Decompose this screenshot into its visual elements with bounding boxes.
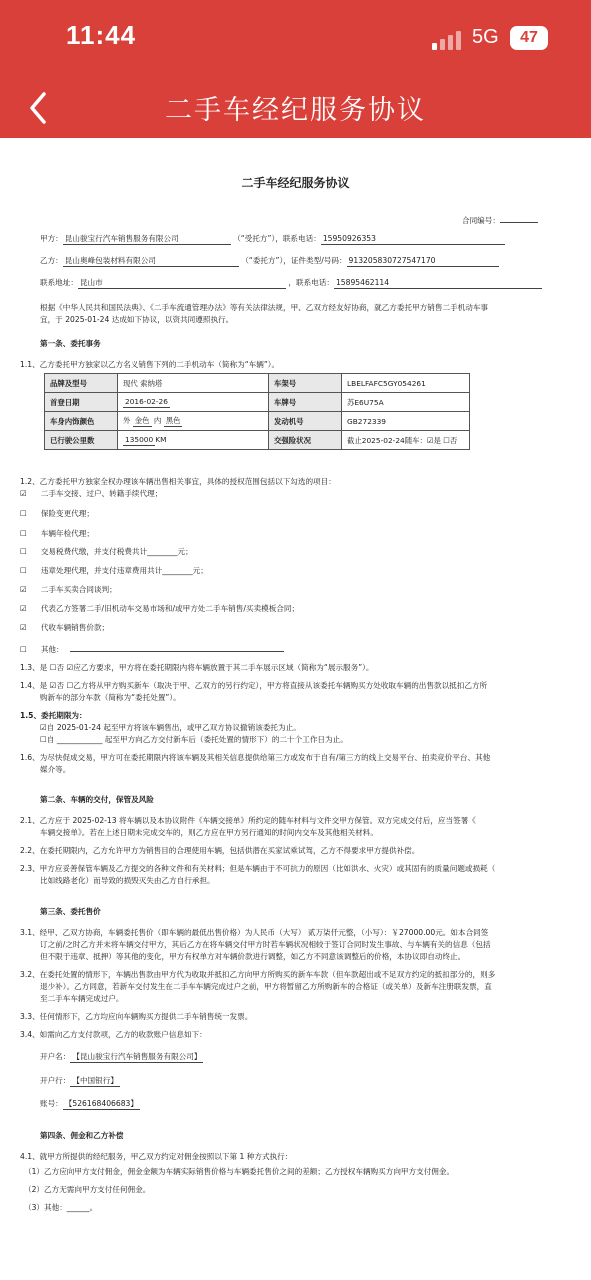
party-b-name: 昆山奥峰包装材料有限公司 [63,255,239,267]
checklist-item [20,641,284,655]
vehicle-insurance: 截止2025-02-24随车：☑是 ☐否 [342,431,470,450]
vehicle-plate: 苏E6U75A [342,393,470,412]
table-cell-label: 车牌号 [269,393,342,412]
checklist-item-label: 代收车辆销售价款； [40,623,110,632]
vehicle-info-table [44,373,470,450]
clause-text: 退少补）。乙方同意，若新车交付发生在二手车车辆完成过户之前，甲方将暂留乙方所购新车的合格证（或关单）及新车注册联发票，直 [40,982,492,991]
party-b-phone: 15895462114 [334,277,542,289]
bank-line: 开户行： 【中国银行】 [40,1076,118,1085]
vehicle-mileage: 135000 KM [118,431,269,450]
clause-text: 4.1、就甲方所提供的经纪服务，甲乙双方约定对佣金按照以下第 1 种方式执行： [20,1152,293,1161]
checked-box-icon: ☑ [20,489,27,498]
clause-text: 3.3、任何情形下，乙方均应向车辆购买方提供二手车销售统一发票。 [20,1012,253,1021]
party-a-line: 甲方： 昆山骏宝行汽车销售服务有限公司 （“受托方”），联系电话： 15950926353 [40,233,505,245]
nav-bar [0,78,591,138]
checked-box-icon: ☑ [20,623,27,632]
network-type: 5G [472,26,499,48]
party-a-name: 昆山骏宝行汽车销售服务有限公司 [63,233,231,245]
table-cell-label: 已行驶公里数 [45,431,118,450]
clause-text: ☑自 2025-01-24 起至甲方将该车辆售出，或甲乙双方协议撤销该委托为止。 [40,723,301,732]
clause-text: 1.1、乙方委托甲方独家以乙方名义销售下列的二手机动车（简称为“车辆”）。 [20,360,280,369]
section-heading: 第二条、车辆的交付，保管及风险 [40,795,154,804]
checklist-item [20,622,109,633]
checklist-item [20,584,117,595]
checklist-item [20,603,299,614]
clause-text: 购新车的部分车款（简称为“委托处置”）。 [40,693,181,702]
address-value: 昆山市 [78,277,286,289]
clause-text: （2）乙方无需向甲方支付任何佣金。 [24,1185,151,1194]
party-a-phone: 15950926353 [321,233,505,245]
other-field [70,641,284,652]
unchecked-box-icon: ☐ [20,566,27,575]
clause-text: 车辆交接单》。若在上述日期未完成交车的，则乙方应在甲方另行通知的时间内交车及其他相关材料。 [40,828,378,837]
section-heading: 第一条、委托事务 [40,339,101,348]
unchecked-box-icon: ☐ [20,645,27,654]
checklist-item [20,546,193,557]
status-bar [0,0,591,78]
table-cell-label: 首登日期 [45,393,118,412]
clause-text: 比如线路老化）而导致的损毁灭失由乙方自行承担。 [40,876,215,885]
clause-text: 3.2、在委托处置的情形下，车辆出售款由甲方代为收取并抵扣乙方向甲方所购买的新车车款（但车款超出或不足双方约定的抵扣部分的，则多 [20,970,496,979]
party-b-id: 913205830727547170 [347,255,499,267]
vehicle-vin: LBELFAFC5GY054261 [342,374,470,393]
checklist-item [20,528,94,539]
signal-icon [432,30,466,50]
document-title: 二手车经纪服务协议 [241,176,350,190]
status-time: 11:44 [66,20,137,50]
table-cell-label: 发动机号 [269,412,342,431]
unchecked-box-icon: ☐ [20,529,27,538]
vehicle-engine: GB272339 [342,412,470,431]
checklist-item-label: 违章处理代理，并支付违章费用共计________元； [40,566,208,575]
page-title: 二手车经纪服务协议 [165,95,426,126]
checklist-item-label: 保险变更代理； [40,509,94,518]
payee-line: 开户名： 【昆山骏宝行汽车销售服务有限公司】 [40,1052,202,1061]
checklist-item-label: 车辆年检代理； [40,529,94,538]
clause-text: 1.3、是 ☐否 ☑应乙方要求，甲方将在委托期限内将车辆放置于其二手车展示区域（简称为“展示服务”）。 [20,663,374,672]
clause-text: 1.4、是 ☑否 ☐乙方将从甲方购买新车（取决于甲、乙双方的另行约定），甲方将直接从该委托车辆购买方处收取车辆的出售款以抵扣乙方所 [20,681,488,690]
section-heading: 第三条、委托售价 [40,907,101,916]
account-line: 账号： 【526168406683】 [40,1099,138,1108]
table-cell-label: 车架号 [269,374,342,393]
clause-text: （1）乙方应向甲方支付佣金，佣金金额为车辆实际销售价格与车辆委托售价之间的差额；乙方授权车辆购买方向甲方支付佣金。 [24,1167,455,1176]
clause-text: （3）其他：______。 [24,1203,98,1212]
intro-text: 宜，于 2025-01-24 达成如下协议，以资共同遵照执行。 [40,315,234,324]
clause-text: 订之前/之时乙方并未将车辆交付甲方，其后乙方在将车辆交付甲方时若车辆状况相较于签订合同时发生事故、与车辆有关的信息（包括 [40,940,491,949]
clause-text: 3.1、经甲、乙双方协商，车辆委托售价（即车辆的最低出售价格）为人民币（大写） 贰万柒仟元整，（小写）：￥27000.00元。如本合同签 [20,928,489,937]
clause-text: ☐自 ____________ 起至甲方向乙方交付新车后（委托处置的情形下）的二十个工作日为止。 [40,735,348,744]
unchecked-box-icon: ☐ [20,547,27,556]
clause-text: 1.6、为尽快促成交易，甲方可在委托期限内将该车辆及其相关信息提供给第三方或发布于自有/第三方的线上交易平台、拍卖竞价平台、其他 [20,753,491,762]
contract-number: 合同编号： [462,212,538,226]
agreement-document [0,138,591,1280]
checklist-item-label: 交易税费代缴，并支付税费共计________元； [40,547,193,556]
clause-text: 1.5、委托期限为： [20,711,87,720]
checklist-item [20,508,94,519]
checklist-item-label: 二手车买卖合同谈判； [40,585,117,594]
checklist-item-label: 代表乙方签署二手/旧机动车交易市场和/或甲方处二手车销售/买卖模板合同； [40,604,300,613]
table-cell-label: 交强险状况 [269,431,342,450]
table-cell-label: 车身内饰颜色 [45,412,118,431]
party-b-line: 乙方： 昆山奥峰包装材料有限公司 （“委托方”），证件类型/号码： 913205830727547170 [40,255,499,267]
checklist-item-label: 其他： [40,645,64,654]
unchecked-box-icon: ☐ [20,509,27,518]
address-line: 联系地址： 昆山市 ，联系电话： 15895462114 [40,277,542,289]
vehicle-reg-date: 2016-02-26 [118,393,269,412]
clause-text: 2.1、乙方应于 2025-02-13 将车辆以及本协议附件《车辆交接单》所约定的随车材料与文件交甲方保管。双方完成交付后，应当签署《 [20,816,476,825]
battery-icon: 47 [510,26,548,50]
vehicle-color: 外 金色 内 黑色 [118,412,269,431]
clause-text: 至二手车车辆完成过户。 [40,994,124,1003]
clause-text: 2.3、甲方应妥善保管车辆及乙方提交的各种文件和有关材料；但是车辆由于不可抗力的原因（比如洪水、火灾）或其固有的质量问题或损耗（ [20,864,496,873]
table-cell-label: 品牌及型号 [45,374,118,393]
clause-text: 2.2、在委托期限内，乙方允许甲方为销售目的合理使用车辆，包括供潜在买家试乘试驾，乙方不得要求甲方提供补偿。 [20,846,420,855]
checked-box-icon: ☑ [20,585,27,594]
vehicle-brand: 现代 索纳塔 [118,374,269,393]
intro-text: 根据《中华人民共和国民法典》、《二手车流通管理办法》等有关法律法规，甲、乙双方经友好协商，就乙方委托甲方销售二手机动车事 [40,303,489,312]
clause-text: 但不限于违章、抵押）等其他的变化，甲方有权单方对车辆价款进行调整，如乙方不同意该调整后的价格，本协议即自动终止。 [40,952,466,961]
checklist-item-label: 二手车交接、过户、转籍手续代理； [40,489,163,498]
checklist-item [20,488,162,499]
checked-box-icon: ☑ [20,604,27,613]
clause-text: 1.2、乙方委托甲方独家全权办理该车辆出售相关事宜，具体的授权范围包括以下勾选的项目： [20,477,336,486]
clause-text: 媒介等。 [40,765,71,774]
clause-text: 3.4、如需向乙方支付款项，乙方的收款账户信息如下： [20,1030,207,1039]
section-heading: 第四条、佣金和乙方补偿 [40,1131,124,1140]
checklist-item [20,565,208,576]
